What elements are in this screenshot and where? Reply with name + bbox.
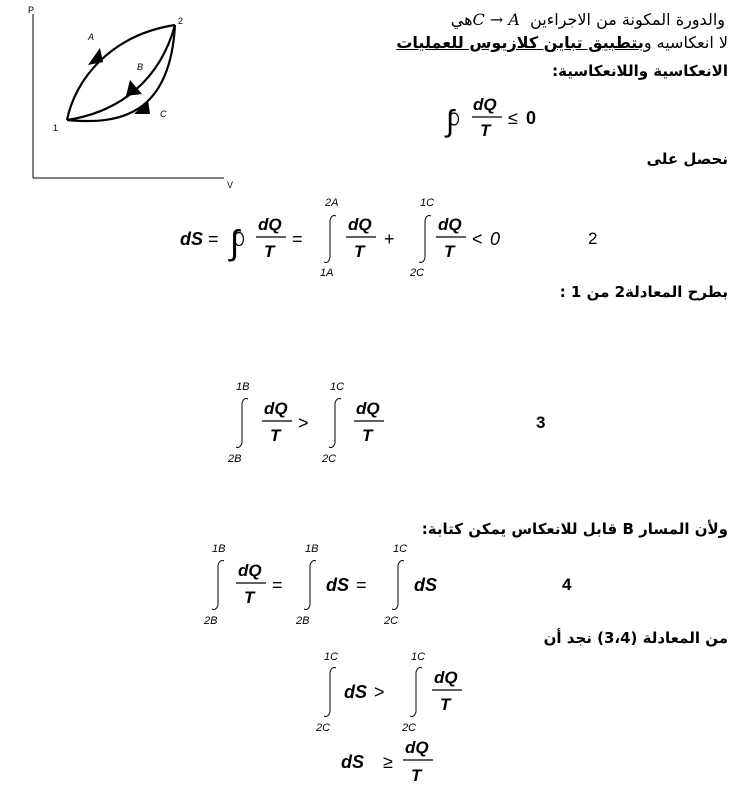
eq2-zero: 0: [490, 229, 501, 249]
eq4-up3: 1C: [393, 543, 408, 555]
eq2-number: 2: [588, 229, 598, 248]
axis-p-label: P: [28, 5, 35, 15]
line2-underlined: بتطبيق تباين كلازيوس للعمليات: [396, 33, 644, 52]
clausius-dQ: dQ: [473, 95, 497, 114]
path-c-curve: [67, 25, 175, 121]
svg-text:∫: ∫: [446, 105, 455, 138]
clausius-inequality: [440, 88, 560, 148]
eq3-dQ-2: dQ: [356, 399, 380, 418]
text-line-2: [268, 33, 728, 52]
eq4-number: 4: [562, 575, 572, 594]
arrow-b: [126, 80, 142, 96]
path-b-text: [308, 520, 728, 539]
axis-v-label: V: [227, 180, 234, 190]
eq6-dQ: dQ: [405, 738, 429, 757]
eq4-T: T: [244, 588, 255, 607]
eq4-lo3: 2C: [384, 615, 399, 627]
path-b-label: B: [137, 62, 144, 72]
eq5-T: T: [440, 695, 451, 714]
eq2-lo1: 1A: [320, 267, 334, 279]
from-eq-text: [428, 629, 728, 648]
eq2-dS: dS: [180, 229, 204, 249]
line1-A: A: [508, 10, 520, 29]
line1-arrow: →: [489, 10, 504, 29]
eq5-dQ: dQ: [434, 668, 458, 687]
eq4-dS-1: dS: [326, 575, 350, 595]
from-eq-label: من المعادلة (3،4) نجد أن: [543, 629, 728, 647]
eq2-up1: 2A: [325, 197, 339, 209]
svg-text:∫: ∫: [230, 224, 240, 262]
subtract-label: بطرح المعادلة2 من 1 :: [559, 283, 728, 301]
eq4-lo1: 2B: [204, 615, 218, 627]
eq5-up2: 1C: [411, 651, 426, 663]
eq3-up1: 1B: [236, 381, 250, 393]
eq2-lt: <: [472, 229, 483, 249]
path-a-label: A: [88, 32, 95, 42]
obtain-label: نحصل على: [646, 150, 728, 168]
line3-text: الانعكاسية واللانعكاسية:: [552, 62, 728, 80]
point-2-label: 2: [178, 16, 184, 26]
path-c-label: C: [160, 109, 167, 119]
clausius-rel: ≤: [508, 108, 518, 128]
eq3-number: 3: [536, 413, 546, 432]
equation-5: [310, 648, 490, 738]
path-a-curve: [67, 25, 175, 120]
eq4-lo2: 2B: [296, 615, 310, 627]
eq2-T-1: T: [264, 242, 275, 261]
eq4-dS-2: dS: [414, 575, 438, 595]
obtain-text: [528, 150, 728, 169]
equation-3: [222, 378, 562, 468]
arrow-c: [134, 100, 150, 114]
eq4-eq1: =: [272, 575, 283, 595]
eq2-up2: 1C: [420, 197, 435, 209]
eq6-T: T: [411, 766, 422, 785]
eq6-ge: ≥: [383, 752, 393, 772]
equation-4: [196, 540, 596, 632]
text-line-1: [305, 10, 725, 29]
eq5-lo1: 2C: [316, 722, 331, 734]
equation-2: [170, 192, 620, 282]
eq3-T-1: T: [270, 426, 281, 445]
line1-text-b: هي: [450, 10, 473, 29]
eq4-up2: 1B: [305, 543, 319, 555]
eq2-dQ-2: dQ: [348, 215, 372, 234]
eq3-lo2: 2C: [322, 453, 337, 465]
eq2-dQ-3: dQ: [438, 215, 462, 234]
line2-plain: لا انعكاسيه و: [643, 33, 728, 52]
path-b-label: ولأن المسار B قابل للانعكاس يمكن كتابة:: [421, 520, 728, 538]
path-b-curve: [67, 25, 175, 120]
eq3-dQ-1: dQ: [264, 399, 288, 418]
eq4-up1: 1B: [212, 543, 226, 555]
eq2-T-2: T: [354, 242, 365, 261]
eq2-T-3: T: [444, 242, 455, 261]
eq4-dQ: dQ: [238, 561, 262, 580]
eq2-dQ-1: dQ: [258, 215, 282, 234]
pv-diagram: [0, 0, 250, 195]
text-line-3: [268, 62, 728, 81]
line1-text-a: والدورة المكونة من الاجراءين: [530, 10, 725, 29]
eq2-eq2: =: [292, 229, 303, 249]
eq3-gt: >: [298, 413, 309, 433]
eq2-eq1: =: [208, 229, 219, 249]
eq2-plus: +: [384, 229, 395, 249]
clausius-rhs: 0: [526, 108, 537, 128]
eq3-lo1: 2B: [228, 453, 242, 465]
line1-c: C: [472, 10, 485, 29]
eq5-lo2: 2C: [402, 722, 417, 734]
eq4-eq2: =: [356, 575, 367, 595]
eq5-gt: >: [374, 682, 385, 702]
eq2-lo2: 2C: [410, 267, 425, 279]
arrow-a: [88, 48, 103, 65]
eq3-T-2: T: [362, 426, 373, 445]
eq6-dS: dS: [341, 752, 365, 772]
eq5-dS: dS: [344, 682, 368, 702]
eq5-up1: 1C: [324, 651, 339, 663]
clausius-T: T: [480, 121, 491, 140]
eq3-up2: 1C: [330, 381, 345, 393]
point-1-label: 1: [53, 123, 59, 133]
subtract-text: [428, 283, 728, 302]
equation-6: [335, 730, 465, 790]
